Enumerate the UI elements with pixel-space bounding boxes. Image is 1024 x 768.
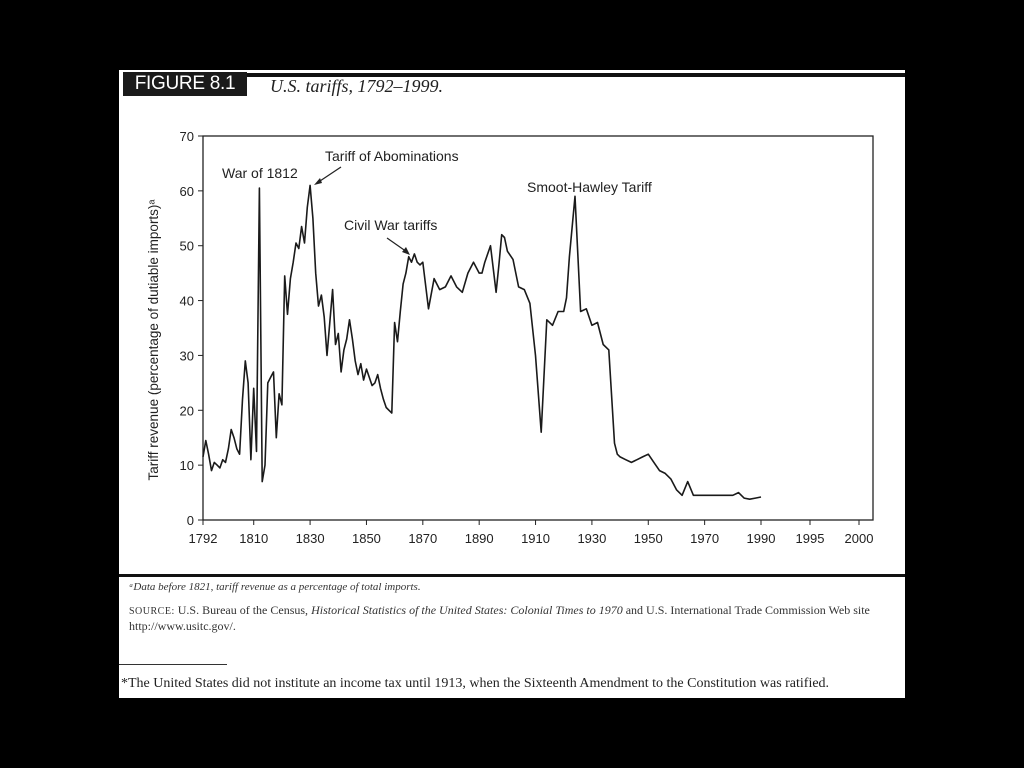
page-footnote: *The United States did not institute an income tax until 1913, when the Sixteenth Amendment to the Constitution was ratified. [121,676,830,691]
x-tick-label: 1930 [577,531,607,546]
x-tick-label: 1910 [521,531,551,546]
y-tick-label: 50 [179,238,194,254]
x-tick-label: 1792 [188,531,218,546]
y-tick-label: 60 [179,183,194,199]
annotation-label: Tariff of Abominations [325,148,459,164]
x-tick-label: 1810 [239,531,269,546]
source-label: SOURCE: [129,606,175,617]
source-text-2: and U.S. International Trade Commission Web site http://www.usitc.gov/. [129,603,870,633]
data-footnote: ᵃData before 1821, tariff revenue as a percentage of total imports. [129,581,421,593]
x-tick-label: 1970 [690,531,720,546]
x-tick-label: 1990 [746,531,776,546]
y-tick-label: 70 [179,129,194,144]
y-axis-label: Tariff revenue (percentage of dutiable imports)ᵃ [146,199,161,481]
y-tick-label: 10 [179,458,194,474]
x-tick-label: 1995 [795,531,825,546]
annotation-label: Smoot-Hawley Tariff [527,179,652,195]
x-tick-label: 1950 [633,531,663,546]
source-italic: Historical Statistics of the United States: Colonial Times to 1970 [311,603,623,617]
footnote-rule [119,664,227,665]
y-tick-label: 40 [179,293,194,309]
source-note [129,603,889,633]
y-tick-label: 20 [179,403,194,419]
x-tick-label: 1850 [351,531,381,546]
annotation-arrowhead [402,247,410,255]
x-tick-label: 1830 [295,531,325,546]
y-tick-label: 0 [186,513,194,528]
annotation-label: Civil War tariffs [344,217,438,233]
x-tick-label: 2000 [844,531,874,546]
figure-page [119,70,905,698]
figure-label: FIGURE 8.1 [123,72,247,96]
series-line-tariff-revenue [203,185,761,499]
tariff-line-chart [119,70,905,574]
x-tick-label: 1890 [464,531,494,546]
source-text-1: U.S. Bureau of the Census, [174,603,312,617]
figure-title: U.S. tariffs, 1792–1999. [270,76,444,96]
y-tick-label: 30 [179,348,194,364]
figure-bottom-rule [119,574,905,577]
annotation-arrowhead [314,178,322,185]
x-tick-label: 1870 [408,531,438,546]
annotation-label: War of 1812 [222,165,298,181]
